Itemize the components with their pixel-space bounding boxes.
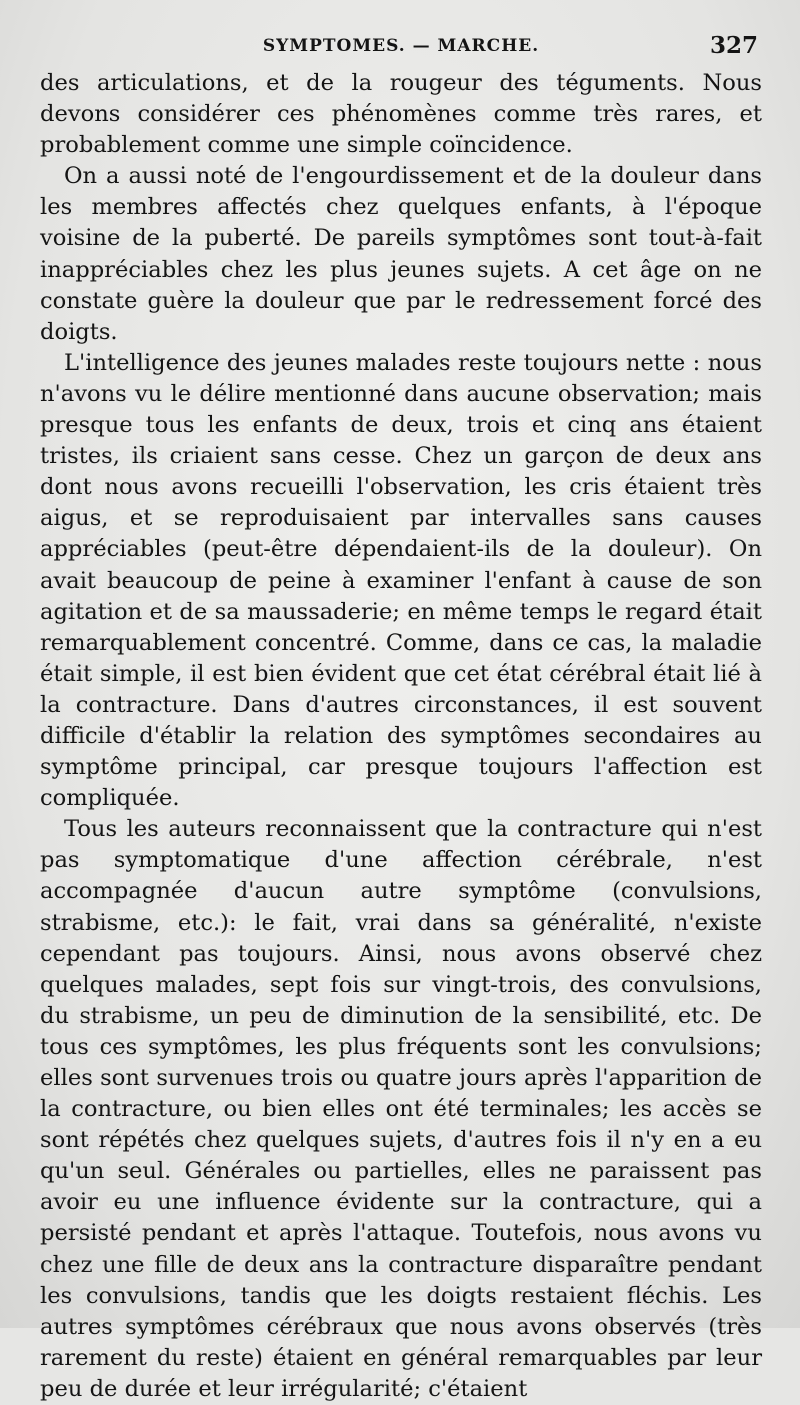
page-number: 327	[709, 32, 758, 59]
paragraph: Tous les auteurs reconnaissent que la contracture qui n'est pas symptomatique d'une affection cérébrale, n'est accompagnée d'aucun autre symptôme (convulsions, strabisme, etc.): le fait, vrai dans sa généralité, n'existe cependant pas toujours. Ainsi, nous avons observé chez quelques malades, sept fois sur vingt-trois, des convulsions, du strabisme, un peu de diminution de la sensibilité, etc. De tous ces symptômes, les plus fréquents sont les convulsions; elles sont survenues trois ou quatre jours après l'apparition de la contracture, ou bien elles ont été terminales; les accès se sont répétés chez quelques sujets, d'autres fois il n'y en a eu qu'un seul. Générales ou partielles, elles ne paraissent pas avoir eu une influence évidente sur la contracture, qui a persisté pendant et après l'attaque. Toutefois, nous avons vu chez une fille de deux ans la contracture disparaître pendant les convulsions, tandis que les doigts restaient fléchis. Les autres symptômes cérébraux que nous avons observés (très rarement du reste) étaient en général remarquables par leur peu de durée et leur irrégularité; c'étaient	[40, 816, 762, 1402]
paragraph: On a aussi noté de l'engourdissement et de la douleur dans les membres affectés chez quelques enfants, à l'époque voisine de la puberté. De pareils symptômes sont tout-à-fait inappréciables chez les plus jeunes sujets. A cet âge on ne constate guère la douleur que par le redressement forcé des doigts.	[40, 163, 762, 345]
page-header	[40, 34, 762, 68]
running-head: SYMPTOMES. — MARCHE.	[262, 36, 540, 56]
body-text	[40, 68, 762, 1405]
paragraph: L'intelligence des jeunes malades reste toujours nette : nous n'avons vu le délire mentionné dans aucune observation; mais presque tous les enfants de deux, trois et cinq ans étaient tristes, ils criaient sans cesse. Chez un garçon de deux ans dont nous avons recueilli l'observation, les cris étaient très aigus, et se reproduisaient par intervalles sans causes appréciables (peut-être dépendaient-ils de la douleur). On avait beaucoup de peine à examiner l'enfant à cause de son agitation et de sa maussaderie; en même temps le regard était remarquablement concentré. Comme, dans ce cas, la maladie était simple, il est bien évident que cet état cérébral était lié à la contracture. Dans d'autres circonstances, il est souvent difficile d'établir la relation des symptômes secondaires au symptôme principal, car presque toujours l'affection est compliquée.	[40, 349, 762, 812]
paragraph-continued: des articulations, et de la rougeur des téguments. Nous devons considérer ces phénomènes comme très rares, et probablement comme une simple coïncidence.	[40, 70, 762, 159]
